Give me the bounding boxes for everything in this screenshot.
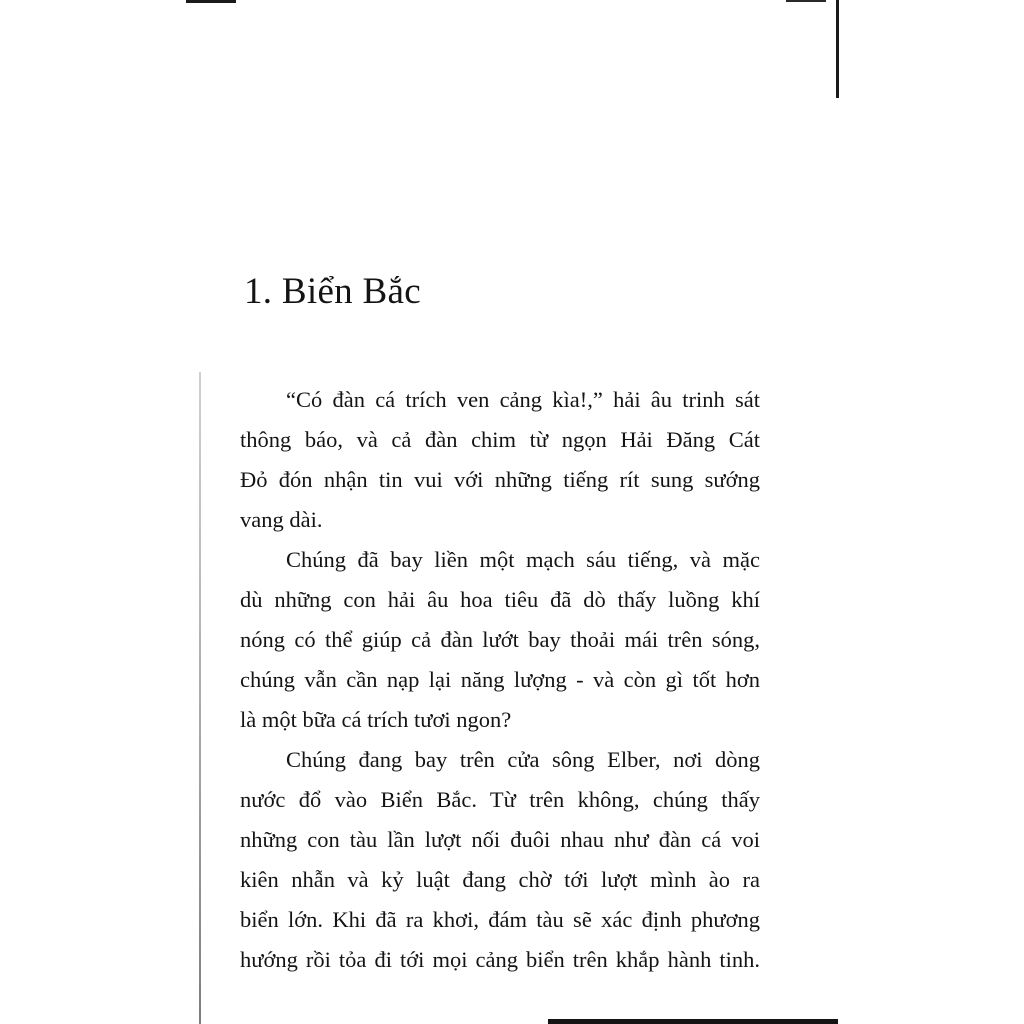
text-line: là một bữa cá trích tươi ngon? [240, 707, 512, 732]
paragraph-2 [240, 540, 760, 740]
text-line: nóng có thể giúp cả đàn lướt bay thoải mái trên sóng, [240, 627, 760, 652]
text-line: Chúng đang bay trên cửa sông Elber, nơi dòng [286, 747, 760, 772]
scan-edge-right [836, 0, 839, 98]
text-line: chúng vẫn cần nạp lại năng lượng - và còn gì tốt hơn [240, 667, 760, 692]
text-line: thông báo, và cả đàn chim từ ngọn Hải Đăng Cát [240, 427, 760, 452]
book-page [240, 0, 760, 1024]
paragraph-3 [240, 740, 760, 980]
text-line: “Có đàn cá trích ven cảng kìa!,” hải âu trinh sát [286, 387, 760, 412]
text-line: Đỏ đón nhận tin vui với những tiếng rít sung sướng [240, 467, 760, 492]
text-line: kiên nhẫn và kỷ luật đang chờ tới lượt mình ào ra [240, 867, 760, 892]
text-line: biển lớn. Khi đã ra khơi, đám tàu sẽ xác định phương [240, 907, 760, 932]
chapter-body [240, 380, 760, 980]
chapter-title: 1. Biển Bắc [244, 271, 421, 312]
text-line: những con tàu lần lượt nối đuôi nhau như đàn cá voi [240, 827, 760, 852]
scan-edge-top-left [186, 0, 236, 3]
scan-edge-top-right [786, 0, 826, 2]
text-line: Chúng đã bay liền một mạch sáu tiếng, và mặc [286, 547, 760, 572]
paragraph-1 [240, 380, 760, 540]
text-line: vang dài. [240, 507, 323, 532]
scan-edge-left [199, 372, 201, 1024]
text-line: dù những con hải âu hoa tiêu đã dò thấy luồng khí [240, 587, 760, 612]
text-line: nước đổ vào Biển Bắc. Từ trên không, chúng thấy [240, 787, 760, 812]
text-line: hướng rồi tỏa đi tới mọi cảng biển trên khắp hành tinh. [240, 947, 760, 972]
